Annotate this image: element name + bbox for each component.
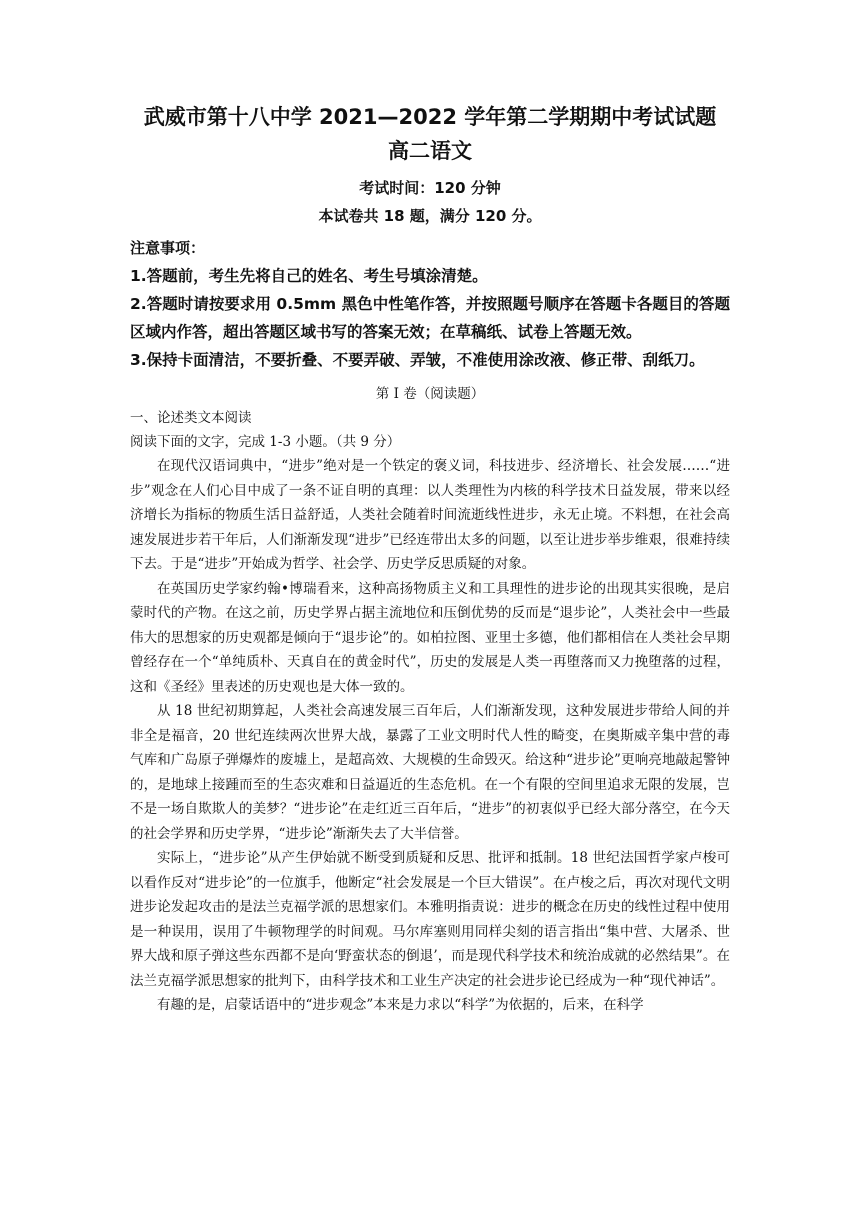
passage-paragraph: 实际上，“进步论”从产生伊始就不断受到质疑和反思、批评和抵制。18 世纪法国哲学家卢梭可以看作反对“进步论”的一位旗手，他断定“社会发展是一个巨大错误”。在卢梭之后，再次对现代文明进步论发起攻击的是法兰克福学派的思想家们。本雅明指责说：进步的概念在历史的线性过程中使用是一种误用，误用了牛顿物理学的时间观。马尔库塞则用同样尖刻的语言指出“集中营、大屠杀、世界大战和原子弹这些东西都不是向‘野蛮状态的倒退’，而是现代科学技术和统治成就的必然结果”。在法兰克福学派思想家的批判下，由科学技术和工业生产决定的社会进步论已经成为一种“现代神话”。 bbox=[130, 850, 730, 989]
notice-item: 1.答题前，考生先将自己的姓名、考生号填涂清楚。 bbox=[130, 267, 488, 285]
section-heading: 一、论述类文本阅读 bbox=[130, 410, 252, 426]
exam-page bbox=[130, 100, 730, 1018]
exam-time: 考试时间：120 分钟 bbox=[359, 179, 501, 197]
exam-title: 武威市第十八中学 2021—2022 学年第二学期期中考试试题 bbox=[143, 105, 717, 129]
passage-paragraph: 从 18 世纪初期算起，人类社会高速发展三百年后，人们渐渐发现，这种发展进步带给人间的并非全是福音，20 世纪连续两次世界大战，暴露了工业文明时代人性的畸变，在奥斯威辛集中营的毒气库和广岛原子弹爆炸的废墟上，是超高效、大规模的生命毁灭。给这种“进步论”更响亮地敲起警钟的，是地球上接踵而至的生态灾难和日益逼近的生态危机。在一个有限的空间里追求无限的发展，岂不是一场自欺欺人的美梦？“进步论”在走红近三百年后，“进步”的初衷似乎已经大部分落空，在今天的社会学界和历史学界，“进步论”渐渐失去了大半信誉。 bbox=[130, 703, 730, 842]
passage-paragraph: 在英国历史学家约翰•博瑞看来，这种高扬物质主义和工具理性的进步论的出现其实很晚，是启蒙时代的产物。在这之前，历史学界占据主流地位和压倒优势的反而是“退步论”，人类社会中一些最伟大的思想家的历史观都是倾向于“退步论”的。如柏拉图、亚里士多德，他们都相信在人类社会早期曾经存在一个“单纯质朴、天真自在的黄金时代”，历史的发展是人类一再堕落而又力挽堕落的过程，这和《圣经》里表述的历史观也是大体一致的。 bbox=[130, 580, 730, 695]
question-instruction: 阅读下面的文字，完成 1-3 小题。（共 9 分） bbox=[130, 434, 401, 450]
subject-title: 高二语文 bbox=[388, 139, 472, 163]
notice-heading: 注意事项： bbox=[130, 239, 206, 257]
part-title: 第 I 卷（阅读题） bbox=[375, 386, 485, 402]
notice-item: 2.答题时请按要求用 0.5mm 黑色中性笔作答，并按照题号顺序在答题卡各题目的答题区域内作答，超出答题区域书写的答案无效；在草稿纸、试卷上答题无效。 bbox=[130, 295, 730, 341]
passage-paragraph: 有趣的是，启蒙话语中的“进步观念”本来是力求以“科学”为依据的，后来，在科学 bbox=[157, 997, 644, 1013]
exam-info: 本试卷共 18 题，满分 120 分。 bbox=[318, 207, 542, 225]
notice-item: 3.保持卡面清洁，不要折叠、不要弄破、弄皱，不准使用涂改液、修正带、刮纸刀。 bbox=[130, 351, 705, 369]
passage-paragraph: 在现代汉语词典中，“进步”绝对是一个铁定的褒义词，科技进步、经济增长、社会发展……“进步”观念在人们心目中成了一条不证自明的真理：以人类理性为内核的科学技术日益发展，带来以经济增长为指标的物质生活日益舒适，人类社会随着时间流逝线性进步，永无止境。不料想，在社会高速发展进步若干年后，人们渐渐发现“进步”已经连带出太多的问题，以至让进步举步维艰，很难持续下去。于是“进步”开始成为哲学、社会学、历史学反思质疑的对象。 bbox=[130, 458, 730, 572]
